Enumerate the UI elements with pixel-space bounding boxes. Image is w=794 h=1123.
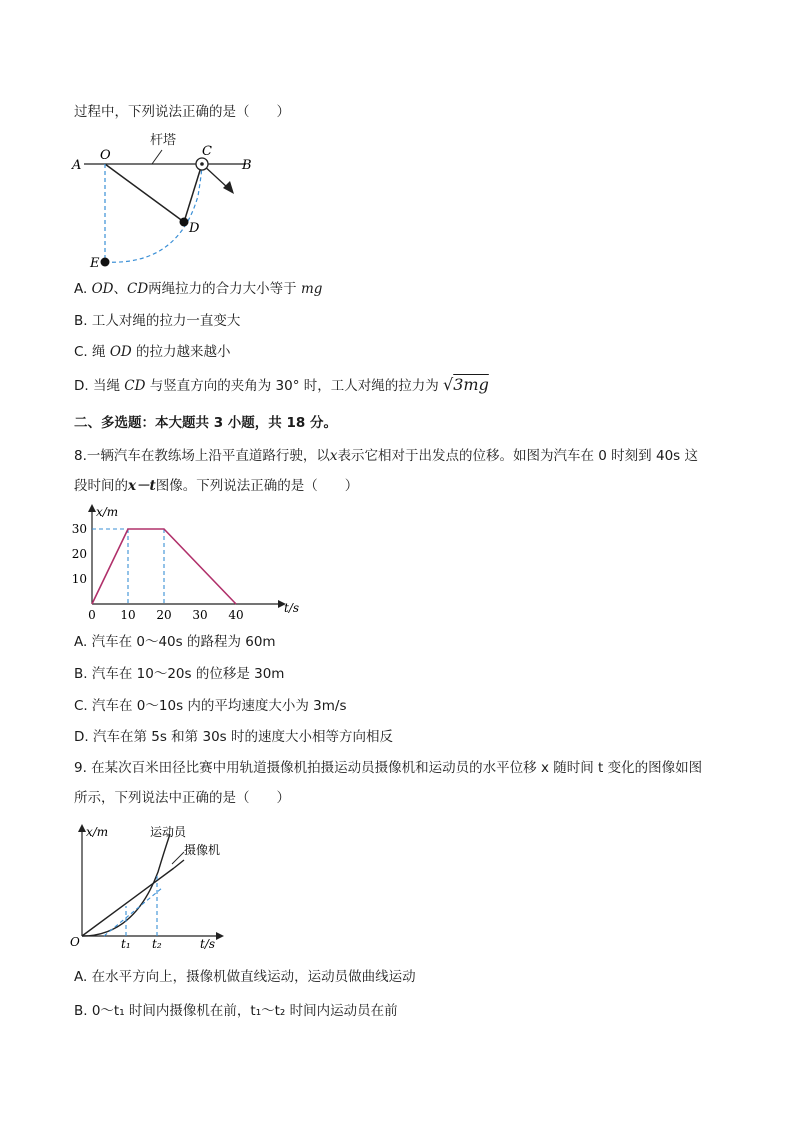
sqrt-symbol: √	[443, 375, 454, 394]
q9-stem-line2: 所示，下列说法中正确的是（ ）	[74, 790, 290, 806]
q8-option-d[interactable]: D. 汽车在第 5s 和第 30s 时的速度大小相等方向相反	[74, 729, 393, 745]
rope-cd	[184, 164, 202, 222]
q7-option-a[interactable]: A. OD、CD两绳拉力的合力大小等于 mg	[74, 281, 323, 297]
t1-label: t₁	[121, 937, 131, 951]
q8-stem-line2: 段时间的x－t图像。下列说法正确的是（ ）	[74, 478, 359, 494]
svg-text:D: D	[189, 221, 200, 236]
q8-option-c[interactable]: C. 汽车在 0～10s 内的平均速度大小为 3m/s	[74, 698, 347, 714]
q9-x-arrow-icon	[216, 932, 224, 940]
tower-label: 杆塔	[150, 133, 177, 148]
camera-line	[82, 868, 174, 936]
point-d	[180, 218, 189, 227]
q8-ylabel: x/m	[96, 505, 119, 519]
section-title: 二、多选题：本大题共 3 小题，共 18 分。	[74, 415, 337, 431]
q8-xt-chart	[66, 502, 306, 620]
q7-option-d[interactable]: D. 当绳 CD 与竖直方向的夹角为 30° 时，工人对绳的拉力为 √3mg	[74, 375, 489, 394]
q9-stem-line1: 9. 在某次百米田径比赛中用轨道摄像机拍摄运动员摄像机和运动员的水平位移 x 随时间 t 变化的图像如图	[74, 760, 703, 776]
q8-stem-line1: 8.一辆汽车在教练场上沿平直道路行驶，以x表示它相对于出发点的位移。如图为汽车在 0 时刻到 40s 这	[74, 448, 698, 464]
q7-option-c[interactable]: C. 绳 OD 的拉力越来越小	[74, 344, 231, 360]
t2-label: t₂	[152, 937, 162, 951]
q7-figure	[68, 126, 268, 274]
q7-option-b[interactable]: B. 工人对绳的拉力一直变大	[74, 313, 241, 329]
q8-option-a[interactable]: A. 汽车在 0～40s 的路程为 60m	[74, 634, 276, 650]
q8-y-tick-10: 10	[71, 572, 87, 586]
q7-stem: 过程中，下列说法正确的是（ ）	[74, 104, 290, 120]
svg-text:C: C	[202, 144, 212, 159]
q8-x-tick-40: 40	[228, 608, 244, 620]
rope-od	[105, 164, 184, 222]
q9-xlabel: t/s	[200, 937, 216, 951]
q8-xlabel: t/s	[284, 601, 300, 615]
q9-option-b[interactable]: B. 0～t₁ 时间内摄像机在前，t₁～t₂ 时间内运动员在前	[74, 1003, 398, 1019]
svg-text:E: E	[90, 256, 100, 271]
q8-x-tick-10: 10	[120, 608, 136, 620]
q8-option-b[interactable]: B. 汽车在 10～20s 的位移是 30m	[74, 666, 285, 682]
q8-y-arrow-icon	[88, 504, 96, 512]
q8-x-tick-20: 20	[156, 608, 172, 620]
camera-line-ext	[174, 860, 184, 868]
q9-ylabel: x/m	[86, 825, 109, 839]
athlete-label: 运动员	[150, 825, 187, 839]
q8-x-tick-0: 0	[88, 608, 96, 620]
q9-chart	[66, 820, 236, 952]
q9-option-a[interactable]: A. 在水平方向上，摄像机做直线运动，运动员做曲线运动	[74, 969, 416, 985]
svg-text:O: O	[100, 148, 111, 163]
q8-x-tick-30: 30	[192, 608, 208, 620]
q8-y-tick-30: 30	[71, 522, 87, 536]
q9-origin: O	[70, 935, 80, 949]
tower-label-leader	[152, 150, 162, 164]
svg-text:B: B	[242, 158, 252, 173]
dashed-arc	[105, 166, 202, 262]
q8-y-tick-20: 20	[71, 547, 87, 561]
q9-y-arrow-icon	[78, 824, 86, 832]
camera-label: 摄像机	[184, 843, 221, 857]
pull-arrow-icon	[223, 181, 234, 194]
point-e	[101, 258, 110, 267]
svg-text:A: A	[72, 158, 82, 173]
